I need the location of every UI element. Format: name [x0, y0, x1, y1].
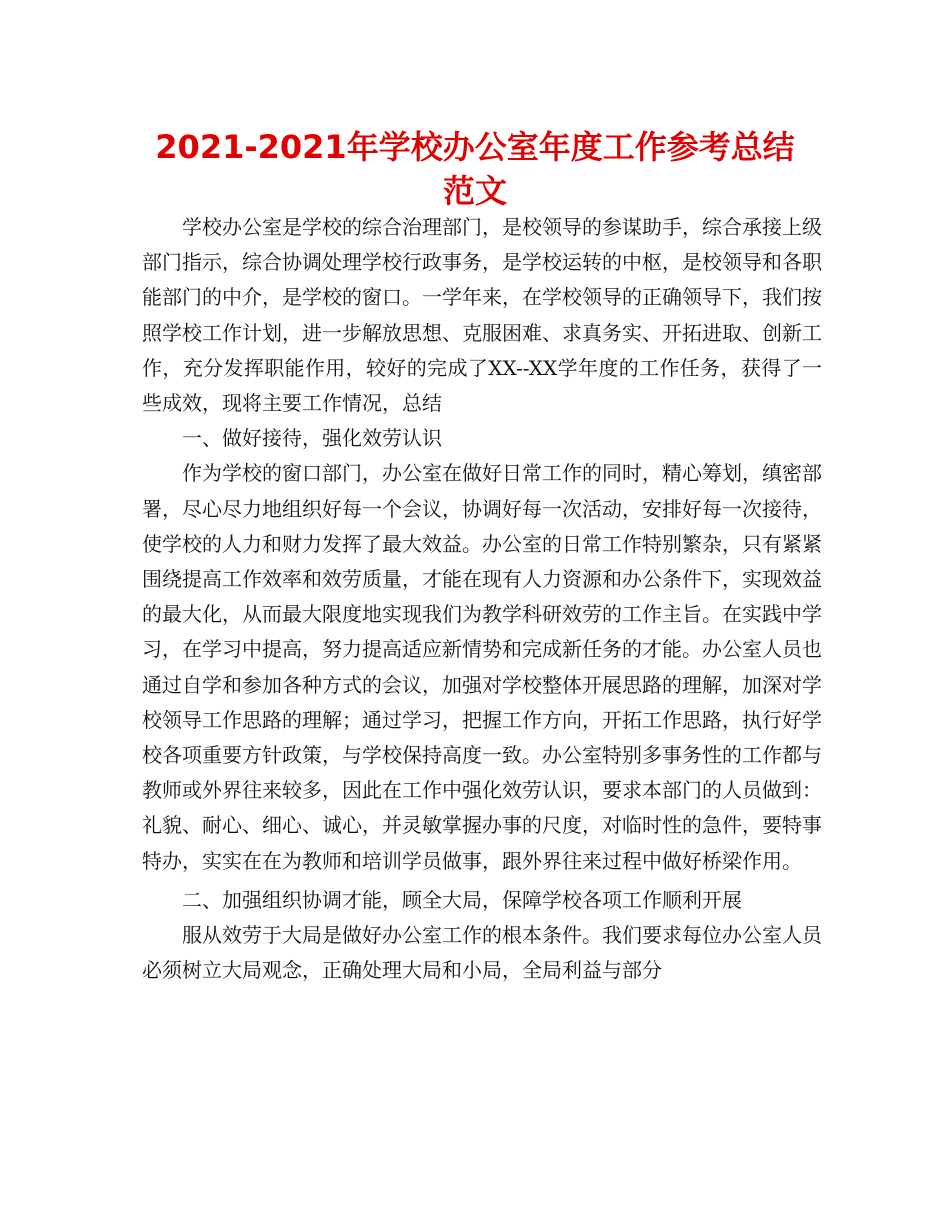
section-heading-1: 一、做好接待，强化效劳认识: [182, 426, 442, 451]
paragraph-section-1: 作为学校的窗口部门，办公室在做好日常工作的同时，精心筹划，缜密部署，尽心尽力地组织好每一个会议，协调好每一次活动，安排好每一次接待，使学校的人力和财力发挥了最大效益。办公室的日常工作特别繁杂，只有紧紧围绕提高工作效率和效劳质量，才能在现有人力资源和办公条件下，实现效益的最大化，从而最大限度地实现我们为教学科研效劳的工作主旨。在实践中学习，在学习中提高，努力提高适应新情势和完成新任务的才能。办公室人员也通过自学和参加各种方式的会议，加强对学校整体开展思路的理解，加深对学校领导工作思路的理解；通过学习，把握工作方向，开拓工作思路，执行好学校各项重要方针政策，与学校保持高度一致。办公室特别多事务性的工作都与教师或外界往来较多，因此在工作中强化效劳认识，要求本部门的人员做到：礼貌、耐心、细心、诚心，并灵敏掌握办事的尺度，对临时性的急件，要特事特办，实实在在为教师和培训学员做事，跟外界往来过程中做好桥梁作用。: [142, 461, 822, 873]
paragraph-section-2: 服从效劳于大局是做好办公室工作的根本条件。我们要求每位办公室人员必须树立大局观念，正确处理大局和小局，全局利益与部分: [142, 923, 822, 983]
section-heading-2: 二、加强组织协调才能，顾全大局，保障学校各项工作顺利开展: [182, 887, 742, 912]
document-body: [142, 210, 822, 988]
paragraph-intro: 学校办公室是学校的综合治理部门，是校领导的参谋助手，综合承接上级部门指示，综合协调处理学校行政事务，是学校运转的中枢，是校领导和各职能部门的中介，是学校的窗口。一学年来，在学校领导的正确领导下，我们按照学校工作计划，进一步解放思想、克服困难、求真务实、开拓进取、创新工作，充分发挥职能作用，较好的完成了XX--XX学年度的工作任务，获得了一些成效，现将主要工作情况，总结: [142, 215, 822, 416]
document-title: 2021-2021年学校办公室年度工作参考总结范文: [155, 128, 795, 210]
